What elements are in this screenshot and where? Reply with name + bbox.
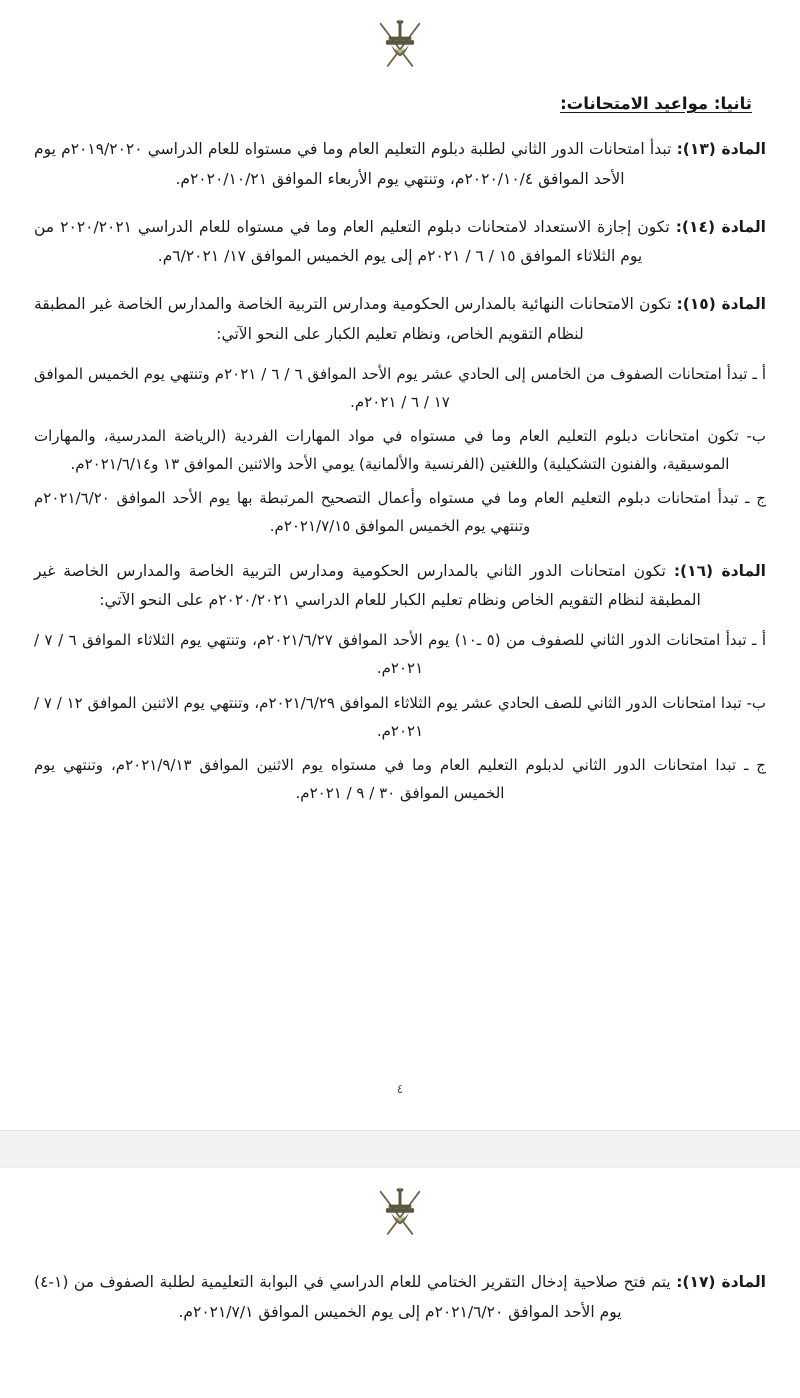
- article-17-body: يتم فتح صلاحية إدخال التقرير الختامي للعام الدراسي في البوابة التعليمية لطلبة الصفوف من (١-٤) يوم الأحد الموافق ٢٠٢١/٦/٢٠م إلى يوم الخميس الموافق ٢٠٢١/٧/١م.: [34, 1273, 671, 1321]
- article-17: [26, 1268, 774, 1328]
- oman-national-emblem-icon: [372, 16, 428, 72]
- article-16-body: تكون امتحانات الدور الثاني بالمدارس الحكومية ومدارس التربية الخاصة والمدارس الخاصة غير المطبقة لنظام التقويم الخاص ونظام تعليم الكبار للعام الدراسي ٢٠٢٠/٢٠٢١م على النحو الآتي:: [34, 561, 701, 610]
- article-16-subitem-c: ج ـ تبدا امتحانات الدور الثاني لدبلوم التعليم العام وما في مستواه يوم الاثنين الموافق ٢٠٢١/٩/١٣م، وتنتهي يوم الخميس الموافق ٣٠ / ٩ / ٢٠٢١م.: [34, 755, 766, 803]
- page-1-content: [0, 94, 800, 807]
- page-2-emblem-container: [0, 1184, 800, 1246]
- oman-national-emblem-icon: [372, 1184, 428, 1240]
- article-16: [26, 557, 774, 617]
- article-15-label: المادة (١٥):: [676, 295, 766, 313]
- article-14: [26, 213, 774, 273]
- article-13: [26, 135, 774, 195]
- article-16-label: المادة (١٦):: [673, 561, 766, 580]
- article-15: [26, 290, 774, 350]
- article-13-label: المادة (١٣):: [676, 140, 766, 158]
- article-15-subitem-c: ج ـ تبدأ امتحانات دبلوم التعليم العام وما في مستواه وأعمال التصحيح المرتبطة بها يوم الأحد الموافق ٢٠٢١/٦/٢٠م وتنتهي يوم الخميس الموافق ٢٠٢١/٧/١٥م.: [34, 489, 766, 536]
- article-14-label: المادة (١٤):: [675, 217, 766, 236]
- page-1-emblem-container: [0, 16, 800, 78]
- page-2-content: [0, 1268, 800, 1328]
- page-separator: [0, 1130, 800, 1168]
- article-16-subitems: [26, 626, 774, 807]
- article-16-subitem-a: أ ـ تبدأ امتحانات الدور الثاني للصفوف من (٥ ـ١٠) يوم الأحد الموافق ٢٠٢١/٦/٢٧م، وتنتهي يوم الثلاثاء الموافق ٦ / ٧ / ٢٠٢١م.: [34, 631, 767, 678]
- page-number-1: ٤: [396, 1082, 404, 1096]
- article-15-subitem-a: أ ـ تبدأ امتحانات الصفوف من الخامس إلى الحادي عشر يوم الأحد الموافق ٦ / ٦ / ٢٠٢١م وتنتهي يوم الخميس الموافق ١٧ / ٦ / ٢٠٢١م.: [34, 364, 767, 411]
- article-15-subitem-b: ب- تكون امتحانات دبلوم التعليم العام وما في مستواه في مواد المهارات الفردية (الرياضة المدرسية، والمهارات الموسيقية، والفنون التشكيلية) واللغتين (الفرنسية والألمانية) يومي الأحد والاثنين الموافق ١٣ و٢٠٢١/٦/١٤م.: [34, 426, 766, 474]
- article-15-subitems: [26, 360, 774, 541]
- article-15-body: تكون الامتحانات النهائية بالمدارس الحكومية ومدارس التربية الخاصة والمدارس الخاصة غير المطبقة لنظام التقويم الخاص، ونظام تعليم الكبار على النحو الآتي:: [34, 295, 672, 343]
- document-page-2: [0, 1168, 800, 1398]
- article-17-label: المادة (١٧):: [676, 1273, 766, 1291]
- section-title-exam-dates: ثانيا: مواعيد الامتحانات:: [560, 94, 752, 113]
- article-13-body: تبدأ امتحانات الدور الثاني لطلبة دبلوم التعليم العام وما في مستواه للعام الدراسي ٢٠١٩/٢٠٢٠م يوم الأحد الموافق ٢٠٢٠/١٠/٤م، وتنتهي يوم الأربعاء الموافق ٢٠٢٠/١٠/٢١م.: [34, 140, 672, 188]
- article-14-body: تكون إجازة الاستعداد لامتحانات دبلوم التعليم العام وما في مستواه للعام الدراسي ٢٠٢٠/٢٠٢١ من يوم الثلاثاء الموافق ١٥ / ٦ / ٢٠٢١م إلى يوم الخميس الموافق ١٧/ ٦/٢٠٢١م.: [34, 217, 670, 266]
- article-16-subitem-b: ب- تبدا امتحانات الدور الثاني للصف الحادي عشر يوم الثلاثاء الموافق ٢٠٢١/٦/٢٩م، وتنتهي يوم الاثنين الموافق ١٢ / ٧ / ٢٠٢١م.: [34, 693, 766, 740]
